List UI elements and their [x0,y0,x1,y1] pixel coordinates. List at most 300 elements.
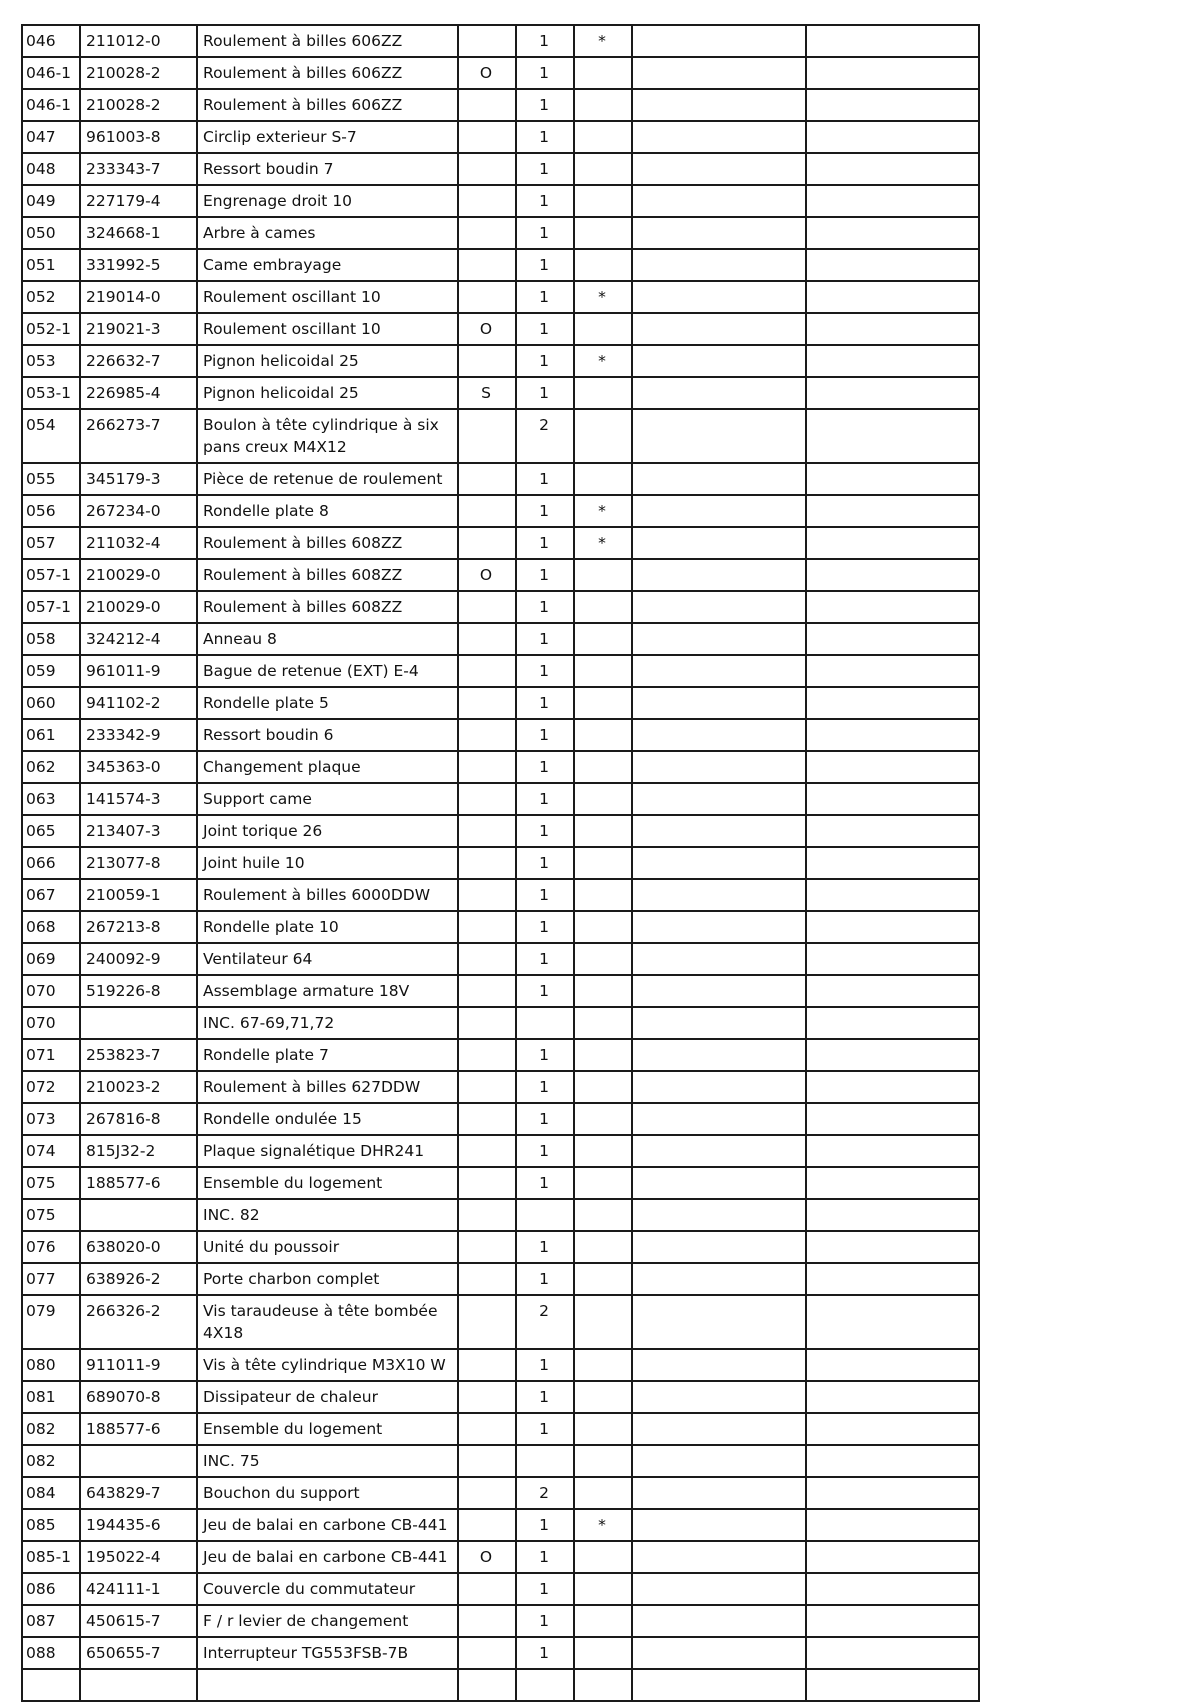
item-number: 072 [22,1071,80,1103]
quantity: 1 [516,1637,574,1669]
table-row [22,1669,979,1701]
item-number: 057-1 [22,559,80,591]
quantity: 1 [516,1509,574,1541]
part-description: Pièce de retenue de roulement [197,463,458,495]
part-code: 345363-0 [80,751,197,783]
substitute-flag: O [458,1541,516,1573]
quantity: 1 [516,1349,574,1381]
empty-column-2 [806,1605,979,1637]
empty-column-2 [806,751,979,783]
substitute-flag [458,623,516,655]
table-row [22,249,979,281]
part-description: Roulement à billes 608ZZ [197,591,458,623]
part-code: 450615-7 [80,1605,197,1637]
item-number: 054 [22,409,80,463]
note-mark [574,1541,632,1573]
part-description: Ensemble du logement [197,1413,458,1445]
empty-column-2 [806,1263,979,1295]
part-code: 226632-7 [80,345,197,377]
quantity: 1 [516,345,574,377]
substitute-flag [458,217,516,249]
empty-column-1 [632,25,806,57]
part-description: Support came [197,783,458,815]
part-description: Roulement à billes 6000DDW [197,879,458,911]
empty-column-1 [632,1167,806,1199]
table-row [22,879,979,911]
part-description: Anneau 8 [197,623,458,655]
part-code: 689070-8 [80,1381,197,1413]
quantity: 1 [516,559,574,591]
empty-column-1 [632,121,806,153]
empty-column-1 [632,1199,806,1231]
note-mark [574,879,632,911]
part-code: 345179-3 [80,463,197,495]
part-description: Roulement à billes 606ZZ [197,89,458,121]
part-code: 240092-9 [80,943,197,975]
table-row [22,847,979,879]
item-number: 081 [22,1381,80,1413]
empty-column-1 [632,463,806,495]
empty-column-1 [632,1349,806,1381]
part-description: Rondelle plate 8 [197,495,458,527]
quantity: 1 [516,943,574,975]
substitute-flag [458,1349,516,1381]
part-description: INC. 67-69,71,72 [197,1007,458,1039]
table-row [22,1071,979,1103]
item-number: 062 [22,751,80,783]
part-description: Assemblage armature 18V [197,975,458,1007]
part-code: 227179-4 [80,185,197,217]
quantity: 1 [516,153,574,185]
empty-column-2 [806,783,979,815]
substitute-flag: O [458,57,516,89]
part-code: 188577-6 [80,1413,197,1445]
note-mark [574,1135,632,1167]
part-code: 219021-3 [80,313,197,345]
note-mark [574,815,632,847]
item-number: 060 [22,687,80,719]
substitute-flag [458,911,516,943]
part-description: Bouchon du support [197,1477,458,1509]
note-mark: * [574,1509,632,1541]
quantity: 1 [516,313,574,345]
empty-column-1 [632,57,806,89]
note-mark [574,121,632,153]
table-row [22,409,979,463]
item-number: 074 [22,1135,80,1167]
part-code: 815J32-2 [80,1135,197,1167]
empty-column-2 [806,25,979,57]
quantity [516,1669,574,1701]
empty-column-2 [806,121,979,153]
substitute-flag [458,591,516,623]
item-number: 046 [22,25,80,57]
part-code: 213407-3 [80,815,197,847]
quantity: 1 [516,719,574,751]
part-code [80,1199,197,1231]
empty-column-1 [632,217,806,249]
quantity: 2 [516,1295,574,1349]
note-mark [574,185,632,217]
table-row [22,815,979,847]
note-mark [574,1071,632,1103]
part-code [80,1007,197,1039]
table-row [22,527,979,559]
substitute-flag [458,527,516,559]
item-number: 082 [22,1413,80,1445]
item-number: 052-1 [22,313,80,345]
table-row [22,377,979,409]
empty-column-2 [806,1007,979,1039]
empty-column-2 [806,1295,979,1349]
empty-column-2 [806,623,979,655]
parts-table [21,24,980,1702]
empty-column-2 [806,655,979,687]
empty-column-2 [806,943,979,975]
part-code: 911011-9 [80,1349,197,1381]
substitute-flag [458,1669,516,1701]
empty-column-2 [806,1349,979,1381]
quantity [516,1007,574,1039]
part-description: Vis taraudeuse à tête bombée 4X18 [197,1295,458,1349]
note-mark [574,1573,632,1605]
empty-column-2 [806,719,979,751]
part-description: Rondelle plate 10 [197,911,458,943]
empty-column-1 [632,495,806,527]
empty-column-2 [806,463,979,495]
table-row [22,1263,979,1295]
item-number: 085 [22,1509,80,1541]
quantity: 1 [516,1263,574,1295]
empty-column-2 [806,1573,979,1605]
substitute-flag [458,1637,516,1669]
substitute-flag [458,1103,516,1135]
part-description: Boulon à tête cylindrique à six pans creux M4X12 [197,409,458,463]
note-mark [574,591,632,623]
substitute-flag [458,1605,516,1637]
item-number: 075 [22,1199,80,1231]
part-description: Roulement à billes 627DDW [197,1071,458,1103]
empty-column-1 [632,655,806,687]
empty-column-1 [632,687,806,719]
table-row [22,1349,979,1381]
part-description: Rondelle ondulée 15 [197,1103,458,1135]
substitute-flag [458,1167,516,1199]
part-code [80,1445,197,1477]
part-description: Ressort boudin 6 [197,719,458,751]
empty-column-2 [806,687,979,719]
note-mark [574,409,632,463]
empty-column-1 [632,1637,806,1669]
substitute-flag: O [458,559,516,591]
quantity: 1 [516,1413,574,1445]
empty-column-2 [806,377,979,409]
note-mark [574,1263,632,1295]
empty-column-1 [632,1381,806,1413]
empty-column-1 [632,559,806,591]
empty-column-1 [632,1541,806,1573]
table-row [22,89,979,121]
part-description: Bague de retenue (EXT) E-4 [197,655,458,687]
part-code: 266273-7 [80,409,197,463]
note-mark [574,89,632,121]
quantity: 1 [516,1167,574,1199]
quantity: 1 [516,377,574,409]
substitute-flag [458,409,516,463]
item-number: 061 [22,719,80,751]
note-mark [574,655,632,687]
substitute-flag [458,783,516,815]
part-code: 211032-4 [80,527,197,559]
part-code: 210029-0 [80,591,197,623]
part-code: 210029-0 [80,559,197,591]
table-row [22,121,979,153]
item-number: 075 [22,1167,80,1199]
empty-column-1 [632,89,806,121]
note-mark [574,1199,632,1231]
quantity: 2 [516,409,574,463]
item-number: 082 [22,1445,80,1477]
substitute-flag [458,1039,516,1071]
empty-column-2 [806,1381,979,1413]
item-number: 085-1 [22,1541,80,1573]
part-description: Roulement oscillant 10 [197,281,458,313]
part-description: INC. 75 [197,1445,458,1477]
item-number: 057 [22,527,80,559]
substitute-flag [458,89,516,121]
substitute-flag [458,185,516,217]
table-row [22,1381,979,1413]
table-row [22,1039,979,1071]
part-description: Couvercle du commutateur [197,1573,458,1605]
item-number: 053 [22,345,80,377]
empty-column-1 [632,1135,806,1167]
empty-column-2 [806,591,979,623]
part-code: 213077-8 [80,847,197,879]
quantity: 2 [516,1477,574,1509]
part-description: Roulement à billes 608ZZ [197,559,458,591]
part-description: Interrupteur TG553FSB-7B [197,1637,458,1669]
substitute-flag [458,1381,516,1413]
note-mark [574,1669,632,1701]
table-row [22,1413,979,1445]
quantity: 1 [516,527,574,559]
table-row [22,975,979,1007]
table-row [22,1445,979,1477]
item-number: 052 [22,281,80,313]
item-number: 055 [22,463,80,495]
empty-column-1 [632,783,806,815]
part-code: 961003-8 [80,121,197,153]
note-mark [574,1413,632,1445]
quantity: 1 [516,751,574,783]
quantity: 1 [516,1231,574,1263]
empty-column-2 [806,1103,979,1135]
substitute-flag [458,1199,516,1231]
note-mark [574,975,632,1007]
empty-column-1 [632,185,806,217]
part-code: 267234-0 [80,495,197,527]
item-number: 067 [22,879,80,911]
empty-column-2 [806,153,979,185]
substitute-flag [458,1573,516,1605]
empty-column-2 [806,559,979,591]
substitute-flag [458,719,516,751]
item-number: 059 [22,655,80,687]
empty-column-1 [632,1445,806,1477]
substitute-flag [458,281,516,313]
empty-column-2 [806,1637,979,1669]
part-description: Rondelle plate 5 [197,687,458,719]
quantity: 1 [516,879,574,911]
part-code: 210023-2 [80,1071,197,1103]
quantity: 1 [516,1039,574,1071]
empty-column-2 [806,815,979,847]
empty-column-1 [632,1669,806,1701]
part-code: 961011-9 [80,655,197,687]
part-description: Roulement oscillant 10 [197,313,458,345]
table-row [22,1199,979,1231]
empty-column-2 [806,1231,979,1263]
quantity: 1 [516,89,574,121]
substitute-flag [458,345,516,377]
substitute-flag [458,655,516,687]
substitute-flag [458,249,516,281]
item-number: 048 [22,153,80,185]
part-description: Arbre à cames [197,217,458,249]
substitute-flag [458,751,516,783]
empty-column-1 [632,1413,806,1445]
part-code: 650655-7 [80,1637,197,1669]
part-code: 638020-0 [80,1231,197,1263]
part-description: Unité du poussoir [197,1231,458,1263]
note-mark [574,313,632,345]
quantity: 1 [516,25,574,57]
substitute-flag [458,1445,516,1477]
empty-column-1 [632,719,806,751]
table-row [22,1295,979,1349]
table-row [22,153,979,185]
note-mark [574,1103,632,1135]
item-number [22,1669,80,1701]
substitute-flag [458,1295,516,1349]
table-row [22,655,979,687]
empty-column-2 [806,1135,979,1167]
item-number: 080 [22,1349,80,1381]
item-number: 050 [22,217,80,249]
part-code: 233342-9 [80,719,197,751]
item-number: 088 [22,1637,80,1669]
item-number: 057-1 [22,591,80,623]
empty-column-1 [632,377,806,409]
quantity: 1 [516,911,574,943]
part-code: 331992-5 [80,249,197,281]
empty-column-1 [632,1509,806,1541]
quantity: 1 [516,687,574,719]
quantity: 1 [516,121,574,153]
item-number: 084 [22,1477,80,1509]
note-mark [574,1605,632,1637]
empty-column-1 [632,943,806,975]
note-mark [574,719,632,751]
empty-column-2 [806,249,979,281]
part-code: 253823-7 [80,1039,197,1071]
substitute-flag [458,879,516,911]
item-number: 047 [22,121,80,153]
part-description: Ressort boudin 7 [197,153,458,185]
part-description: Ensemble du logement [197,1167,458,1199]
part-code: 194435-6 [80,1509,197,1541]
note-mark: * [574,25,632,57]
quantity: 1 [516,1605,574,1637]
empty-column-1 [632,1605,806,1637]
note-mark [574,1637,632,1669]
substitute-flag [458,1263,516,1295]
note-mark [574,783,632,815]
quantity: 1 [516,815,574,847]
quantity: 1 [516,57,574,89]
empty-column-1 [632,345,806,377]
substitute-flag [458,495,516,527]
empty-column-1 [632,1039,806,1071]
note-mark [574,1167,632,1199]
empty-column-2 [806,1199,979,1231]
note-mark [574,377,632,409]
quantity: 1 [516,217,574,249]
empty-column-1 [632,1263,806,1295]
empty-column-1 [632,623,806,655]
item-number: 071 [22,1039,80,1071]
part-description: Roulement à billes 606ZZ [197,25,458,57]
part-description: Porte charbon complet [197,1263,458,1295]
note-mark [574,1381,632,1413]
item-number: 049 [22,185,80,217]
quantity: 1 [516,847,574,879]
table-row [22,313,979,345]
note-mark [574,217,632,249]
item-number: 058 [22,623,80,655]
part-description: INC. 82 [197,1199,458,1231]
table-row [22,591,979,623]
empty-column-2 [806,89,979,121]
table-row [22,1167,979,1199]
part-description: Roulement à billes 606ZZ [197,57,458,89]
table-row [22,1007,979,1039]
table-row [22,185,979,217]
table-row [22,1605,979,1637]
table-row [22,943,979,975]
note-mark [574,943,632,975]
empty-column-1 [632,527,806,559]
part-code: 941102-2 [80,687,197,719]
substitute-flag [458,121,516,153]
empty-column-2 [806,1071,979,1103]
part-description: Jeu de balai en carbone CB-441 [197,1541,458,1573]
part-description: Circlip exterieur S-7 [197,121,458,153]
substitute-flag: S [458,377,516,409]
empty-column-2 [806,1167,979,1199]
part-code: 219014-0 [80,281,197,313]
table-row [22,1637,979,1669]
part-code: 195022-4 [80,1541,197,1573]
quantity: 1 [516,281,574,313]
quantity: 1 [516,623,574,655]
table-row [22,1231,979,1263]
substitute-flag [458,1007,516,1039]
table-row [22,281,979,313]
note-mark [574,1349,632,1381]
substitute-flag [458,815,516,847]
